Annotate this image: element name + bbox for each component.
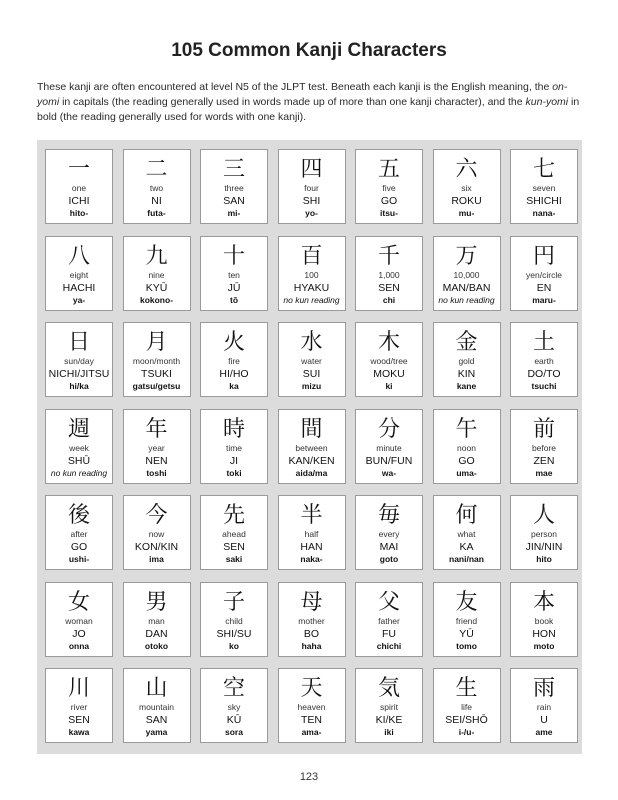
kanji-onyomi: NI: [151, 195, 162, 207]
kanji-card: [45, 236, 113, 311]
kanji-character: 円: [532, 243, 555, 269]
kanji-meaning: earth: [534, 356, 554, 366]
kanji-onyomi: ICHI: [68, 195, 90, 207]
kanji-character: 天: [300, 676, 323, 701]
kanji-character: 生: [455, 676, 478, 701]
kanji-meaning: water: [301, 356, 322, 366]
kanji-onyomi: NICHI/JITSU: [48, 368, 110, 380]
kanji-character: 日: [67, 330, 90, 355]
kanji-character: 百: [300, 243, 323, 269]
kanji-onyomi: NEN: [145, 454, 168, 467]
kanji-card: [200, 495, 268, 570]
kanji-meaning: every: [378, 529, 400, 539]
kanji-onyomi: JIN/NIN: [525, 541, 563, 553]
kanji-kunyomi: hito-: [69, 208, 89, 218]
kanji-kunyomi: naka-: [300, 554, 323, 564]
kanji-onyomi: KI/KE: [375, 714, 403, 726]
kanji-character: 八: [67, 243, 90, 269]
kanji-kunyomi: tō: [229, 294, 239, 305]
kanji-card: [278, 236, 346, 311]
kanji-onyomi: JI: [229, 454, 239, 467]
kanji-meaning: minute: [376, 442, 402, 453]
kanji-card: [510, 236, 578, 311]
kanji-kunyomi: toki: [226, 467, 242, 478]
kanji-card: [123, 149, 191, 224]
kanji-character: 毎: [377, 503, 400, 528]
kanji-kunyomi: ka: [229, 381, 239, 391]
kanji-character: 木: [377, 330, 400, 355]
intro-text-3: in bold (the reading generally used for words with one kanji).: [37, 96, 580, 123]
kanji-character: 後: [67, 503, 90, 528]
kanji-onyomi: TEN: [301, 714, 322, 726]
kanji-character: 何: [455, 503, 478, 528]
kanji-onyomi: HYAKU: [293, 281, 330, 294]
kanji-meaning: person: [531, 529, 557, 539]
kanji-character: 友: [455, 589, 478, 615]
kanji-kunyomi: ushi-: [68, 554, 90, 564]
kanji-meaning: five: [382, 183, 396, 193]
kanji-kunyomi: goto: [379, 554, 399, 564]
kanji-meaning: one: [71, 183, 87, 193]
kanji-character: 四: [300, 157, 323, 182]
kanji-meaning: three: [224, 183, 244, 193]
kanji-card: [355, 582, 423, 657]
kanji-kunyomi: yo-: [305, 208, 318, 218]
kanji-meaning: nine: [148, 269, 165, 280]
kanji-character: 六: [455, 157, 478, 182]
kanji-meaning: river: [70, 702, 88, 712]
kanji-card: [200, 668, 268, 743]
kanji-card: [45, 409, 113, 484]
kanji-meaning: half: [304, 529, 319, 539]
kanji-character: 水: [300, 330, 323, 355]
kanji-kunyomi: haha: [301, 640, 322, 651]
kanji-character: 本: [532, 589, 555, 615]
kanji-onyomi: HAN: [300, 541, 323, 553]
kanji-onyomi: HON: [532, 627, 556, 640]
onyomi-term: on-yomi: [37, 81, 568, 108]
kanji-onyomi: BUN/FUN: [365, 454, 413, 467]
kanji-card: [278, 322, 346, 397]
kanji-onyomi: U: [540, 714, 548, 726]
kanji-onyomi: SAN: [223, 195, 245, 207]
kanji-character: 気: [377, 676, 400, 701]
kanji-onyomi: MOKU: [373, 368, 405, 380]
kanji-meaning: book: [534, 615, 554, 626]
kanji-meaning: sky: [227, 702, 241, 712]
kanji-meaning: woman: [65, 615, 93, 626]
kanji-character: 半: [300, 503, 323, 528]
kanji-kunyomi: nana-: [532, 208, 556, 218]
kanji-card: [123, 668, 191, 743]
kanji-kunyomi: moto: [533, 640, 555, 651]
kanji-onyomi: DO/TO: [527, 368, 561, 380]
kanji-card: [123, 582, 191, 657]
kanji-meaning: rain: [536, 702, 552, 712]
kanji-onyomi: SHŪ: [67, 454, 91, 467]
kanji-character: 前: [532, 416, 555, 442]
kanji-kunyomi: mae: [535, 467, 553, 478]
kanji-onyomi: GO: [380, 195, 398, 207]
kanji-card: [200, 322, 268, 397]
kanji-onyomi: SHI/SU: [216, 627, 252, 640]
kanji-onyomi: SEI/SHŌ: [445, 714, 488, 726]
kanji-meaning: before: [531, 442, 557, 453]
kanji-onyomi: JO: [72, 627, 86, 640]
kanji-card: [433, 582, 501, 657]
kanji-kunyomi: nani/nan: [449, 554, 484, 564]
kunyomi-term: kun-yomi: [525, 96, 569, 108]
kanji-character: 間: [300, 416, 323, 442]
kanji-card: [510, 149, 578, 224]
kanji-character: 先: [222, 503, 245, 528]
kanji-onyomi: TSUKI: [141, 368, 172, 380]
kanji-onyomi: GO: [70, 541, 88, 553]
kanji-onyomi: SEN: [223, 541, 245, 553]
kanji-onyomi: ZEN: [533, 454, 555, 467]
kanji-character: 月: [145, 330, 168, 355]
kanji-onyomi: SUI: [302, 368, 321, 380]
kanji-meaning: life: [461, 702, 472, 712]
kanji-onyomi: GO: [458, 454, 475, 467]
kanji-meaning: seven: [532, 183, 556, 193]
kanji-meaning: two: [149, 183, 164, 193]
kanji-card: [45, 149, 113, 224]
kanji-onyomi: SHI: [302, 195, 321, 207]
kanji-meaning: eight: [69, 269, 89, 280]
kanji-kunyomi: mu-: [458, 208, 475, 218]
kanji-onyomi: BO: [303, 627, 320, 640]
kanji-card: [355, 495, 423, 570]
kanji-character: 二: [145, 157, 168, 182]
kanji-character: 父: [377, 589, 400, 615]
kanji-onyomi: HACHI: [62, 281, 96, 294]
kanji-card: [123, 495, 191, 570]
kanji-card: [510, 668, 578, 743]
intro-paragraph: [37, 80, 583, 125]
page-title: 105 Common Kanji Characters: [171, 40, 447, 61]
kanji-kunyomi: chi: [382, 294, 396, 305]
kanji-kunyomi: chichi: [376, 640, 402, 651]
kanji-kunyomi: mizu: [301, 381, 322, 391]
kanji-character: 男: [145, 589, 168, 615]
page-number: 123: [299, 771, 319, 783]
kanji-card: [433, 149, 501, 224]
kanji-meaning: moon/month: [132, 356, 181, 366]
kanji-meaning: year: [148, 442, 165, 453]
kanji-character: 土: [532, 330, 555, 355]
kanji-kunyomi: ki: [385, 381, 393, 391]
kanji-meaning: noon: [457, 442, 476, 453]
kanji-card: [433, 409, 501, 484]
kanji-meaning: sun/day: [64, 356, 94, 366]
kanji-meaning: fire: [228, 356, 240, 366]
kanji-card: [278, 668, 346, 743]
kanji-character: 九: [145, 243, 168, 269]
kanji-onyomi: SEN: [68, 714, 90, 726]
kanji-meaning: ten: [228, 269, 240, 280]
kanji-kunyomi: sora: [225, 727, 243, 737]
kanji-character: 五: [377, 157, 400, 182]
kanji-meaning: 1,000: [378, 269, 400, 280]
intro-text-2: in capitals (the reading generally used in words made up of more than one kanji character), and the: [59, 96, 526, 108]
kanji-character: 七: [532, 157, 555, 182]
kanji-kunyomi: ama-: [301, 727, 322, 737]
kanji-character: 母: [300, 589, 323, 615]
kanji-onyomi: MAI: [379, 541, 399, 553]
kanji-character: 万: [455, 243, 478, 269]
kanji-meaning: wood/tree: [370, 356, 408, 366]
kanji-meaning: now: [148, 529, 165, 539]
kanji-card: [123, 322, 191, 397]
kanji-card: [433, 495, 501, 570]
kanji-kunyomi: otoko: [144, 640, 169, 651]
kanji-card: [355, 149, 423, 224]
kanji-onyomi: SAN: [145, 714, 168, 726]
kanji-onyomi: KŪ: [226, 714, 242, 726]
kanji-card: [123, 236, 191, 311]
kanji-meaning: week: [69, 442, 89, 453]
kanji-onyomi: KON/KIN: [134, 541, 179, 553]
kanji-card: [200, 236, 268, 311]
kanji-grid: [45, 149, 578, 743]
kanji-character: 時: [222, 416, 245, 442]
kanji-meaning: yen/circle: [526, 269, 562, 280]
kanji-kunyomi: toshi: [146, 467, 167, 478]
kanji-meaning: time: [225, 442, 243, 453]
kanji-kunyomi: hito: [536, 554, 552, 564]
kanji-card: [355, 322, 423, 397]
kanji-kunyomi: i-/u-: [458, 727, 475, 737]
kanji-onyomi: SEN: [378, 281, 400, 294]
kanji-card: [123, 409, 191, 484]
kanji-kunyomi: ko: [229, 640, 239, 651]
kanji-card: [355, 236, 423, 311]
kanji-kunyomi: aida/ma: [295, 467, 328, 478]
kanji-kunyomi: no kun reading: [50, 467, 108, 478]
kanji-card: [45, 495, 113, 570]
kanji-onyomi: KYŪ: [145, 281, 168, 294]
kanji-meaning: man: [148, 615, 165, 626]
kanji-onyomi: FU: [382, 627, 396, 640]
kanji-onyomi: JŪ: [227, 281, 241, 294]
kanji-character: 午: [455, 416, 478, 442]
kanji-meaning: 10,000: [453, 269, 480, 280]
kanji-character: 金: [455, 330, 478, 355]
kanji-kunyomi: futa-: [147, 208, 166, 218]
kanji-onyomi: EN: [536, 281, 552, 294]
kanji-card: [278, 582, 346, 657]
kanji-kunyomi: gatsu/getsu: [132, 381, 181, 391]
kanji-card: [200, 149, 268, 224]
kanji-card: [200, 409, 268, 484]
kanji-meaning: six: [461, 183, 472, 193]
kanji-onyomi: KAN/KEN: [288, 454, 335, 467]
kanji-character: 週: [67, 416, 90, 442]
kanji-meaning: gold: [458, 356, 475, 366]
intro-text-1: These kanji are often encountered at level N5 of the JLPT test. Beneath each kanji is the English meaning, the: [37, 81, 553, 93]
kanji-meaning: what: [457, 529, 476, 539]
kanji-character: 千: [377, 243, 400, 269]
kanji-kunyomi: kane: [456, 381, 477, 391]
kanji-meaning: mountain: [139, 702, 174, 712]
kanji-kunyomi: tsuchi: [531, 381, 557, 391]
kanji-kunyomi: no kun reading: [283, 294, 340, 305]
kanji-character: 川: [67, 676, 90, 701]
kanji-onyomi: KA: [459, 541, 474, 553]
kanji-meaning: mother: [298, 615, 325, 626]
kanji-meaning: spirit: [380, 702, 398, 712]
kanji-character: 今: [145, 503, 168, 528]
kanji-character: 三: [222, 157, 245, 182]
kanji-card: [45, 582, 113, 657]
kanji-card: [278, 495, 346, 570]
kanji-card: [355, 409, 423, 484]
kanji-onyomi: MAN/BAN: [442, 281, 491, 294]
kanji-kunyomi: tomo: [456, 640, 477, 651]
kanji-card: [433, 322, 501, 397]
kanji-meaning: father: [378, 615, 400, 626]
kanji-meaning: ahead: [222, 529, 246, 539]
kanji-card: [510, 322, 578, 397]
kanji-card: [278, 409, 346, 484]
kanji-onyomi: YŪ: [459, 627, 474, 640]
kanji-kunyomi: maru-: [532, 294, 556, 305]
kanji-character: 女: [67, 589, 90, 615]
kanji-card: [45, 322, 113, 397]
kanji-card: [355, 668, 423, 743]
kanji-card: [510, 495, 578, 570]
kanji-kunyomi: wa-: [381, 467, 397, 478]
kanji-kunyomi: ima: [149, 554, 164, 564]
kanji-character: 十: [222, 243, 245, 269]
kanji-kunyomi: no kun reading: [438, 294, 495, 305]
kanji-card: [510, 409, 578, 484]
kanji-grid-panel: [37, 140, 582, 754]
kanji-card: [510, 582, 578, 657]
kanji-character: 火: [222, 330, 245, 355]
kanji-meaning: 100: [304, 269, 319, 280]
kanji-card: [200, 582, 268, 657]
kanji-kunyomi: mi-: [227, 208, 241, 218]
kanji-card: [45, 668, 113, 743]
kanji-character: 子: [222, 589, 245, 615]
kanji-kunyomi: itsu-: [380, 208, 398, 218]
kanji-character: 年: [145, 416, 168, 442]
kanji-card: [433, 668, 501, 743]
kanji-kunyomi: ame: [535, 727, 553, 737]
kanji-kunyomi: hi/ka: [69, 381, 89, 391]
kanji-character: 山: [145, 676, 168, 701]
kanji-kunyomi: uma-: [456, 467, 477, 478]
kanji-meaning: between: [295, 442, 328, 453]
kanji-character: 一: [67, 157, 90, 182]
kanji-meaning: friend: [455, 615, 478, 626]
kanji-character: 分: [377, 416, 400, 442]
kanji-character: 雨: [532, 676, 555, 701]
kanji-kunyomi: onna: [68, 640, 90, 651]
kanji-kunyomi: ya-: [72, 294, 86, 305]
kanji-onyomi: ROKU: [451, 195, 482, 207]
kanji-character: 空: [222, 676, 245, 701]
kanji-card: [433, 236, 501, 311]
kanji-onyomi: KIN: [457, 368, 476, 380]
kanji-character: 人: [532, 503, 555, 528]
kanji-onyomi: DAN: [145, 627, 168, 640]
kanji-meaning: four: [304, 183, 319, 193]
kanji-meaning: after: [70, 529, 88, 539]
kanji-card: [278, 149, 346, 224]
kanji-kunyomi: yama: [145, 727, 168, 737]
kanji-kunyomi: kokono-: [139, 294, 174, 305]
kanji-meaning: child: [225, 615, 243, 626]
kanji-kunyomi: kawa: [68, 727, 90, 737]
kanji-meaning: heaven: [297, 702, 326, 712]
kanji-onyomi: SHICHI: [526, 195, 562, 207]
kanji-onyomi: HI/HO: [219, 368, 249, 380]
kanji-kunyomi: iki: [384, 727, 394, 737]
kanji-kunyomi: saki: [225, 554, 243, 564]
